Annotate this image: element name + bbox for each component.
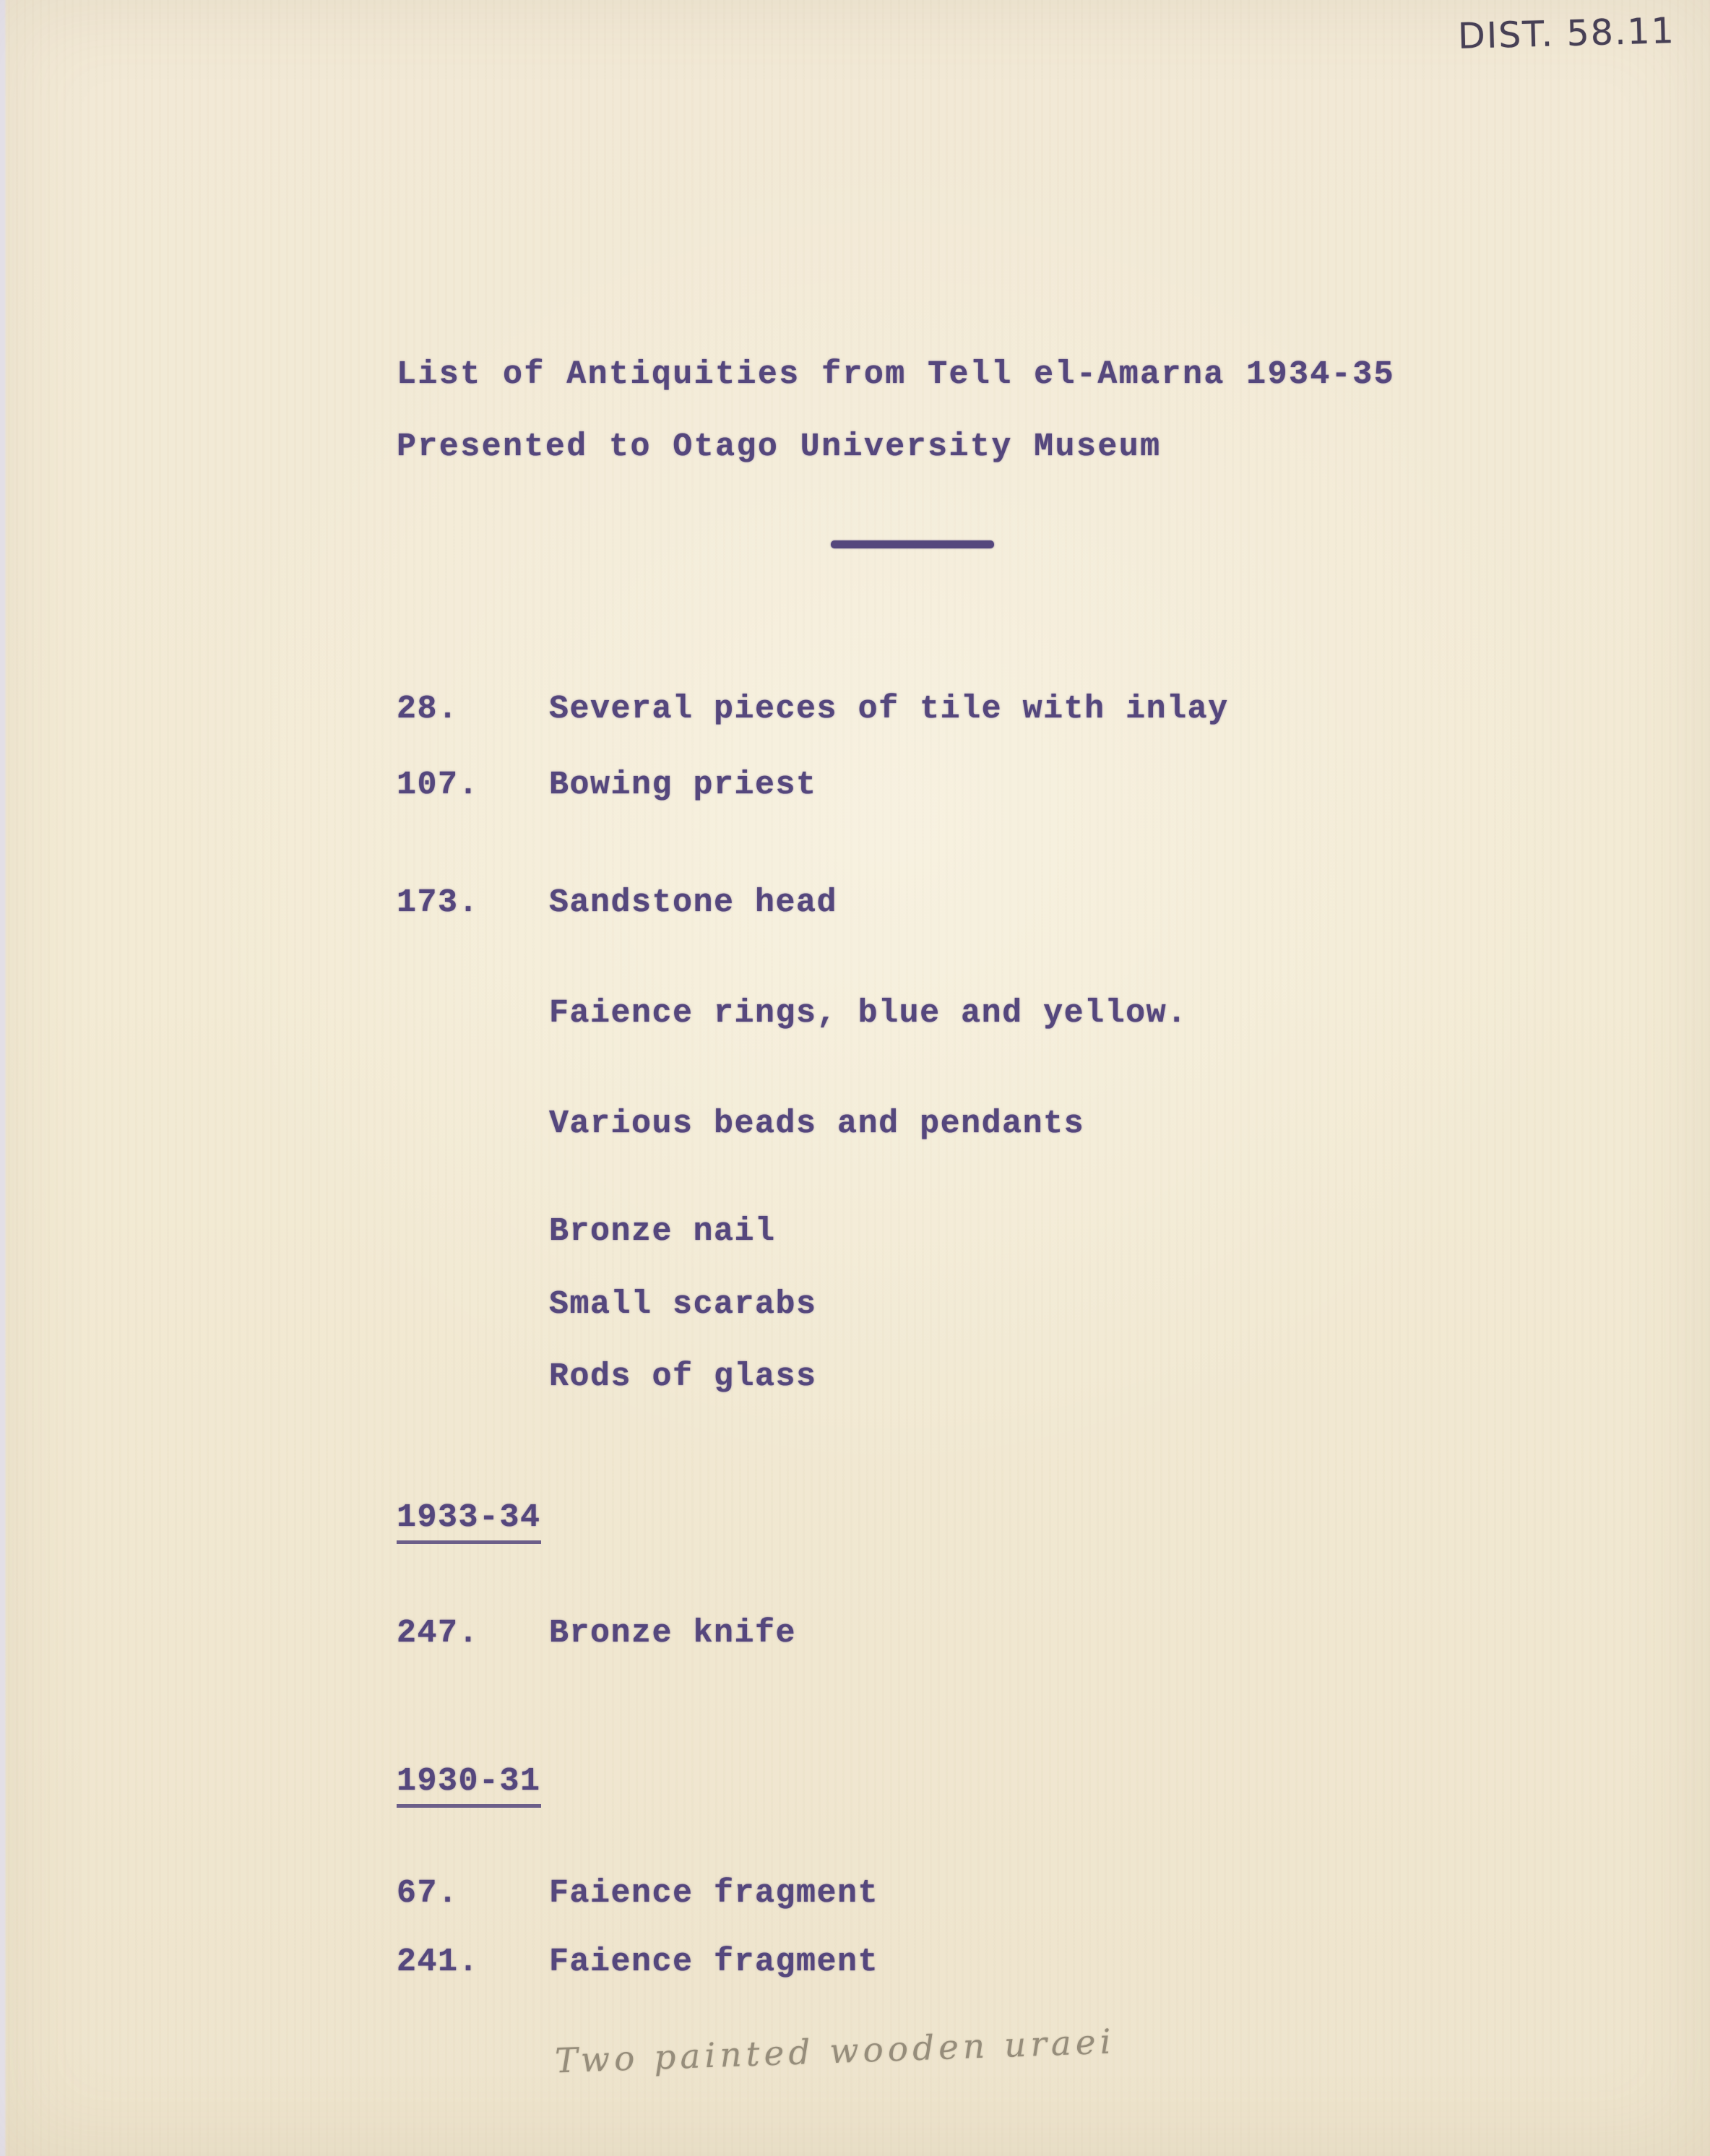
section-heading-1933-34 [397,1499,541,1544]
document-title-line2: Presented to Otago University Museum [397,428,1162,465]
item-text: Several pieces of tile with inlay [549,691,1229,728]
item-text: Sandstone head [549,884,838,921]
title-separator-rule [831,540,994,548]
item-number: 173. [397,884,480,921]
list-item [397,1615,796,1652]
item-text: Bronze knife [549,1615,797,1652]
item-number: 28. [397,691,459,728]
item-text: Faience fragment [549,1875,879,1912]
item-text: Bowing priest [549,767,817,803]
item-number: 241. [397,1944,480,1980]
archive-code-annotation: DIST. 58.11 [1457,10,1676,57]
list-item [397,1875,878,1913]
list-item [397,767,817,804]
item-text: Small scarabs [549,1286,817,1323]
list-item [397,1213,776,1251]
item-text: Various beads and pendants [549,1105,1085,1142]
list-item [397,691,1229,728]
list-item [397,1105,1084,1143]
section-heading-1930-31 [397,1763,541,1808]
document-title-line1: List of Antiquities from Tell el-Amarna 1934-35 [397,356,1396,393]
item-text: Faience fragment [549,1944,879,1980]
item-text: Rods of glass [549,1358,817,1395]
item-text: Bronze nail [549,1213,776,1250]
item-number: 247. [397,1615,480,1652]
item-text: Faience rings, blue and yellow. [549,995,1188,1032]
item-number: 67. [397,1875,459,1912]
item-number: 107. [397,767,480,803]
list-item [397,995,1188,1032]
section-heading-text: 1933-34 [397,1499,541,1544]
list-item [397,1358,817,1396]
list-item [397,1944,878,1981]
pencil-note-annotation: Two painted wooden uraei [554,2022,1116,2082]
list-item [397,1286,817,1324]
list-item [397,884,837,922]
section-heading-text: 1930-31 [397,1763,541,1808]
